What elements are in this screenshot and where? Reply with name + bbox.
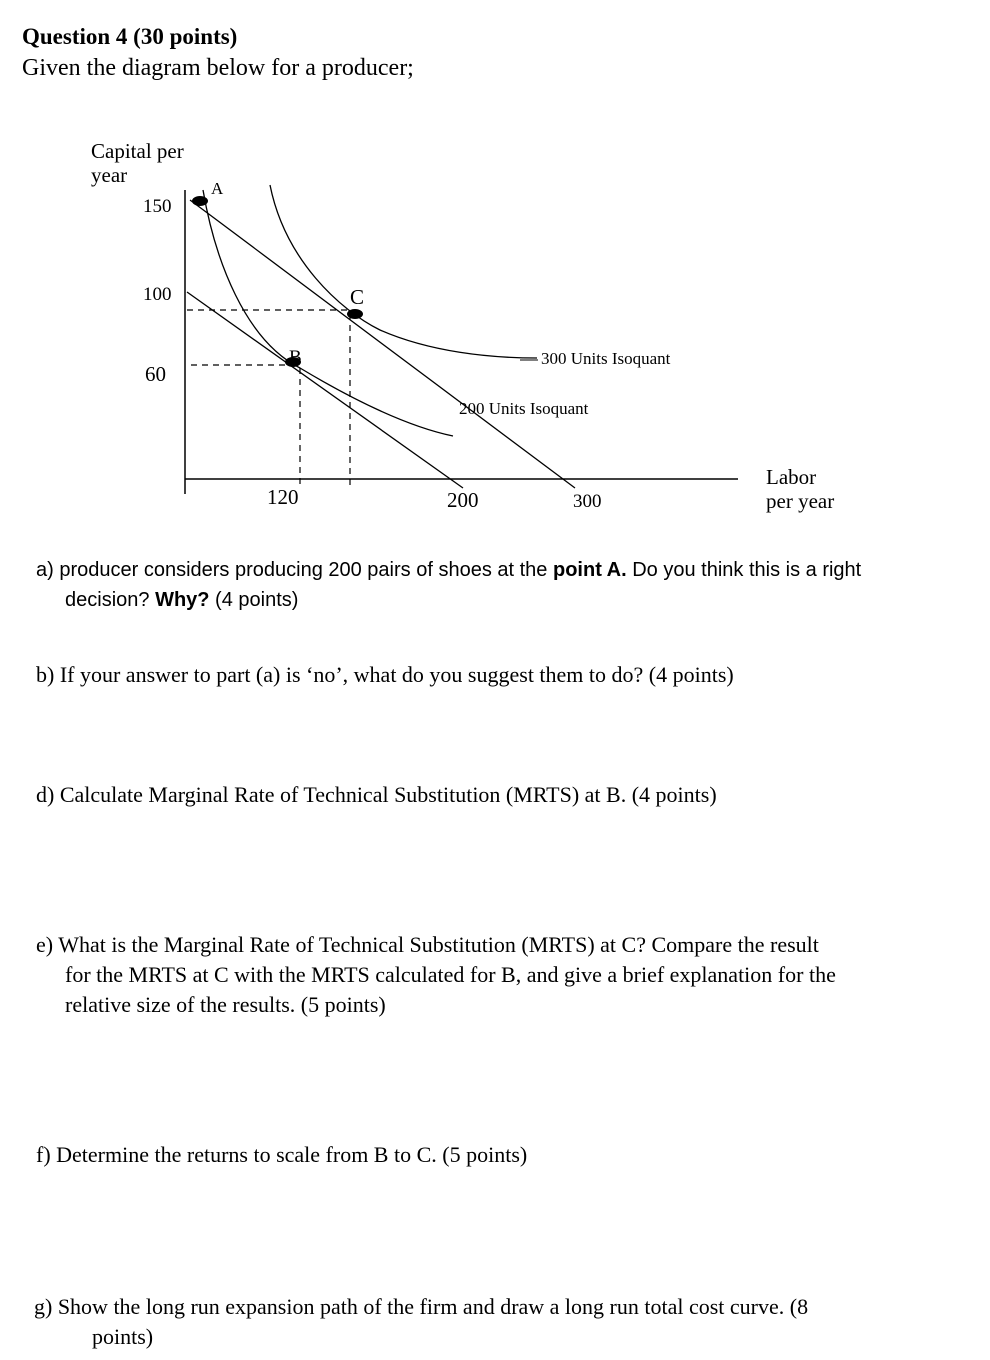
question-f: f) Determine the returns to scale from B to C. (5 points) [36,1142,528,1167]
isocost-line-high [190,200,575,488]
question-a-line2-prefix: decision? [65,589,156,611]
question-g-line1: g) Show the long run expansion path of the firm and draw a long run total cost curve. (8 [34,1294,809,1319]
question-title: Question 4 (30 points) [22,24,238,49]
question-b: b) If your answer to part (a) is ‘no’, what do you suggest them to do? (4 points) [36,662,734,687]
x-tick-300: 300 [573,491,602,512]
question-a [36,555,936,615]
y-axis-label-line2: year [91,163,128,187]
y-axis-label-line1: Capital per [91,139,184,163]
question-g-line2: points) [92,1324,154,1349]
point-c-label: C [350,285,365,309]
question-e-line3: relative size of the results. (5 points) [65,992,386,1017]
x-axis-label-line2: per year [766,489,835,513]
point-b-label: B [289,347,302,368]
question-a-bold-point: point A. [552,559,627,581]
isoquant-diagram [0,0,990,540]
question-a-line2-suffix: (4 points) [209,589,299,611]
isoquant-300-curve [270,185,537,358]
x-tick-200: 200 [447,488,479,512]
y-tick-100: 100 [143,284,172,305]
question-e-line1: e) What is the Marginal Rate of Technical Substitution (MRTS) at C? Compare the result [36,932,819,957]
isoquant-200-curve [203,190,453,436]
question-g [34,1292,934,1352]
isocost-line-low [187,292,463,488]
point-c [347,309,363,319]
x-tick-120: 120 [267,485,299,509]
isoquant-300-label: 300 Units Isoquant [541,349,671,368]
question-e-line2: for the MRTS at C with the MRTS calculated for B, and give a brief explanation for the [65,962,836,987]
isoquant-200-label: 200 Units Isoquant [459,399,589,418]
point-a-label: A [211,179,224,198]
question-a-prefix: a) producer considers producing 200 pairs of shoes at the [36,559,553,581]
question-a-middle: Do you think this is a right [626,559,862,581]
question-e [36,930,936,1020]
point-a [192,196,208,206]
question-a-bold-why: Why? [155,589,210,611]
y-tick-60: 60 [145,362,166,386]
x-axis-label-line1: Labor [766,465,817,489]
question-d: d) Calculate Marginal Rate of Technical Substitution (MRTS) at B. (4 points) [36,782,717,807]
y-tick-150: 150 [143,196,172,217]
question-subtitle: Given the diagram below for a producer; [22,55,414,81]
